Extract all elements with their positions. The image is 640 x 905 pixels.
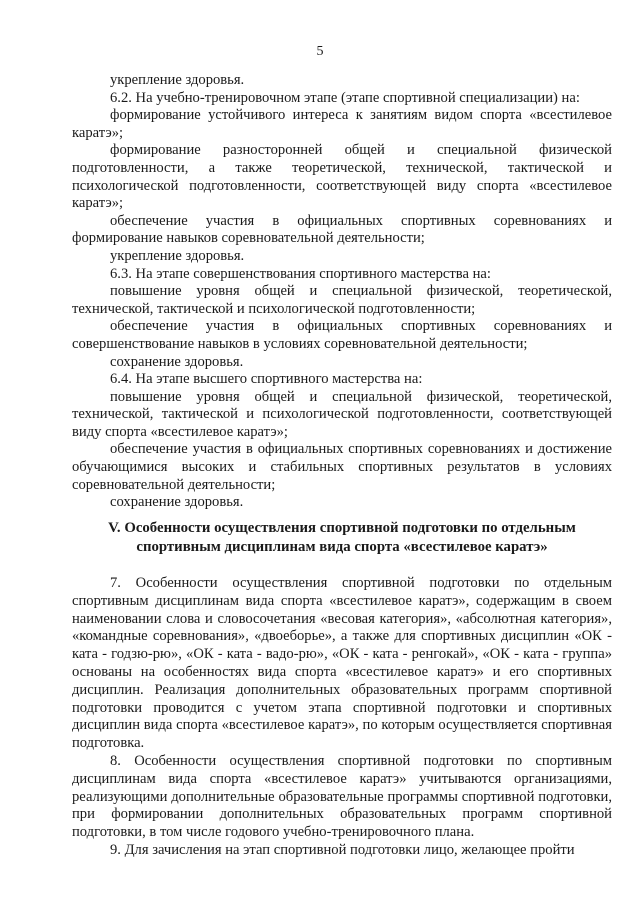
paragraph: сохранение здоровья. bbox=[110, 494, 244, 511]
section-body bbox=[72, 575, 612, 860]
section-heading bbox=[72, 519, 612, 557]
paragraph: формирование устойчивого интереса к занятиям видом спорта «всестилевое каратэ»; bbox=[72, 107, 612, 141]
paragraph: сохранение здоровья. bbox=[110, 353, 244, 370]
page-number: 5 bbox=[316, 44, 324, 59]
subsection-heading: 6.2. На учебно-тренировочном этапе (этапе спортивной специализации) на: bbox=[110, 89, 580, 106]
paragraph: обеспечение участия в официальных спортивных соревнованиях и совершенствование навыков в условиях соревновательной деятельности; bbox=[72, 318, 612, 352]
numbered-paragraph-7: 7. Особенности осуществления спортивной подготовки по отдельным спортивным дисциплинам вида спорта «всестилевое каратэ», содержащим в своем наименовании слова и словосочетания «весовая категория», «абсолютная категория», «командные соревнования», «двоеборье», а также для спортивных дисциплин «ОК - ката - годзю-рю», «ОК - ката - вадо-рю», «ОК - ката - ренгокай», «ОК - ката - группа» основаны на особенностях вида спорта «всестилевое каратэ» и его спортивных дисциплин. Реализация дополнительных образовательных программ спортивной подготовки проводится с учетом этапа спортивной подготовки и спортивных дисциплин вида спорта «всестилевое каратэ», по которым осуществляется спортивная подготовка. bbox=[72, 575, 612, 752]
section-heading-line-2: спортивным дисциплинам вида спорта «всестилевое каратэ» bbox=[136, 539, 548, 555]
paragraph: формирование разносторонней общей и специальной физической подготовленности, а также теоретической, технической, тактической и психологической подготовленности, соответствующей виду спорта «всестилевое каратэ»; bbox=[72, 142, 612, 212]
subsection-heading: 6.4. На этапе высшего спортивного мастерства на: bbox=[110, 371, 423, 388]
numbered-paragraph-8: 8. Особенности осуществления спортивной подготовки по спортивным дисциплинам вида спорта «всестилевое каратэ» учитываются организациями, реализующими дополнительные образовательные программы спортивной подготовки, при формировании дополнительных образовательных программ спортивной подготовки, в том числе годового учебно-тренировочного плана. bbox=[72, 752, 612, 841]
goals-list bbox=[72, 72, 612, 512]
paragraph: обеспечение участия в официальных спортивных соревнованиях и достижение обучающимися высоких и стабильных спортивных результатов в условиях соревновательной деятельности; bbox=[72, 441, 612, 493]
section-heading-line-1: V. Особенности осуществления спортивной подготовки по отдельным bbox=[108, 520, 576, 536]
numbered-paragraph-9: 9. Для зачисления на этап спортивной подготовки лицо, желающее пройти bbox=[110, 841, 575, 858]
paragraph: укрепление здоровья. bbox=[110, 72, 245, 88]
paragraph: укрепление здоровья. bbox=[110, 247, 245, 264]
subsection-heading: 6.3. На этапе совершенствования спортивного мастерства на: bbox=[110, 265, 491, 282]
paragraph: повышение уровня общей и специальной физической, теоретической, технической, тактической и психологической подготовленности, соответствующей виду спорта «всестилевое каратэ»; bbox=[72, 388, 612, 440]
paragraph: повышение уровня общей и специальной физической, теоретической, технической, тактической и психологической подготовленности; bbox=[72, 283, 612, 317]
paragraph: обеспечение участия в официальных спортивных соревнованиях и формирование навыков соревновательной деятельности; bbox=[72, 212, 612, 247]
